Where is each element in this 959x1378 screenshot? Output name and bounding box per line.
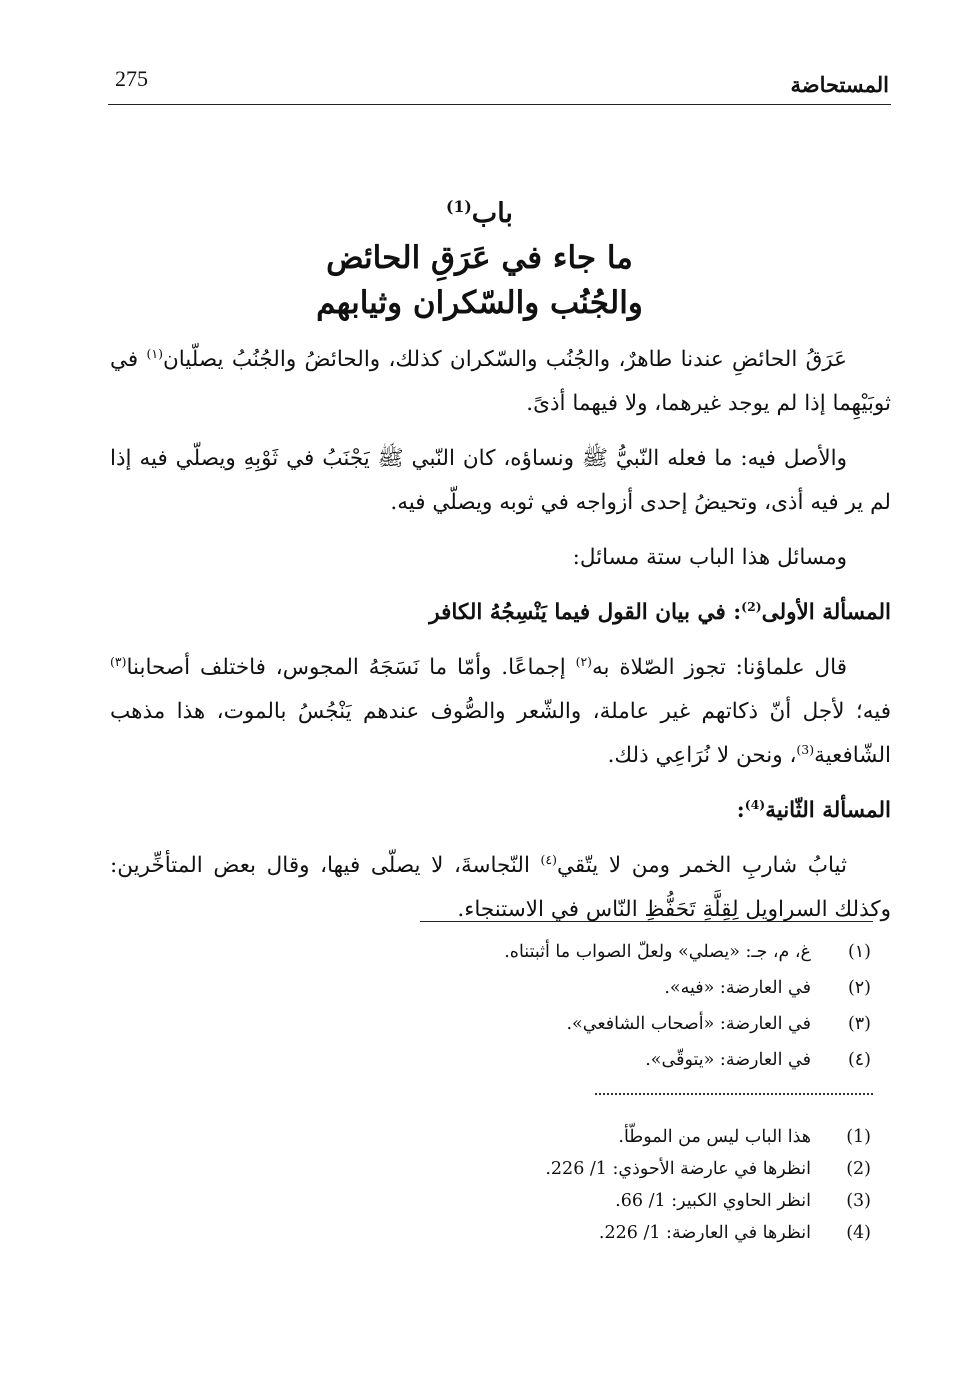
footnote-text: في العارضة: «فيه». xyxy=(664,978,811,998)
note-ref: (٢) xyxy=(575,653,593,669)
paragraph-5 xyxy=(110,844,891,932)
editor-note-item xyxy=(545,1153,871,1185)
note-ref: (٣) xyxy=(110,653,127,669)
chapter-title-line-1: ما جاء في عَرَقِ الحائض xyxy=(326,240,633,276)
chapter-label xyxy=(100,198,859,229)
paragraph-4-text-a: قال علماؤنا: تجوز الصّلاة به xyxy=(592,655,847,680)
chapter-note-ref: (1) xyxy=(446,197,472,216)
footnote-text: غ، م، جـ: «يصلي» ولعلّ الصواب ما أثبتناه. xyxy=(504,942,811,962)
editor-note-number: (4) xyxy=(846,1223,871,1243)
dotted-separator xyxy=(595,1093,873,1095)
paragraph-2 xyxy=(110,437,891,525)
paragraph-1-text-a: عَرَقُ الحائضِ عندنا طاهرٌ، والجُنُب والسّكران كذلك، والحائضُ والجُنُبُ يصلّيان xyxy=(162,347,847,372)
main-text xyxy=(110,338,891,943)
running-header-title: المستحاضة xyxy=(790,72,889,97)
issue-2-rest: : xyxy=(736,798,745,823)
editor-note-item xyxy=(545,1185,871,1217)
editor-note-number: (1) xyxy=(846,1127,871,1147)
issue-heading-1 xyxy=(110,591,891,635)
editor-note-text: انظرها في العارضة: 1/ 226. xyxy=(598,1223,811,1243)
footnote-item xyxy=(504,970,871,1006)
issue-2-note-ref: (4) xyxy=(744,796,766,812)
manuscript-footnotes xyxy=(504,934,871,1078)
issue-1-rest: : في بيان القول فيما يَنْسِجُهُ الكافر xyxy=(429,600,742,625)
footnote-number: (٣) xyxy=(847,1014,871,1034)
paragraph-5-text-a: ثيابُ شاربِ الخمر ومن لا يتّقي xyxy=(557,853,847,878)
paragraph-1-text-b: في ثوبَيْهِما إذا لم يوجد غيرهما، ولا فيهما أذىً. xyxy=(110,347,891,416)
editor-note-text: انظرها في عارضة الأحوذي: 1/ 226. xyxy=(545,1159,811,1179)
note-ref: (3) xyxy=(796,741,815,757)
page-number: 275 xyxy=(115,66,148,91)
editor-note-item xyxy=(545,1121,871,1153)
editor-note-text: هذا الباب ليس من الموطّأ. xyxy=(618,1127,811,1147)
paragraph-4 xyxy=(110,646,891,778)
header-rule xyxy=(108,104,891,105)
editor-note-number: (2) xyxy=(846,1159,871,1179)
footnote-number: (١) xyxy=(847,942,871,962)
paragraph-4-text-d: ، ونحن لا نُرَاعِي ذلك. xyxy=(607,743,797,768)
footnote-item xyxy=(504,1042,871,1078)
footnote-item xyxy=(504,1006,871,1042)
paragraph-2-text: والأصل فيه: ما فعله النّبيُّ ﷺ ونساؤه، كان النّبي ﷺ يَجْنَبُ في ثَوْبِهِ ويصلّي فيه إذا لم ير فيه أذى، وتحيضُ إحدى أزواجه في ثوبه ويصلّي فيه. xyxy=(110,446,891,515)
paragraph-4-text-b: إجماعًا. وأمّا ما نَسَجَهُ المجوس، فاختلف أصحابنا xyxy=(126,655,576,680)
issue-1-note-ref: (2) xyxy=(741,598,762,614)
footnote-text: في العارضة: «يتوقّى». xyxy=(645,1050,811,1070)
footnote-rule xyxy=(420,921,873,922)
paragraph-3 xyxy=(110,536,891,580)
note-ref: (٤) xyxy=(540,851,557,867)
chapter-title-line-2: والجُنُب والسّكران وثيابهم xyxy=(316,285,643,321)
note-ref: (١) xyxy=(146,345,163,361)
chapter-word: باب xyxy=(471,198,513,229)
footnote-number: (٤) xyxy=(847,1050,871,1070)
footnote-number: (٢) xyxy=(847,978,871,998)
editor-note-number: (3) xyxy=(846,1191,871,1211)
issue-1-title: المسألة الأولى xyxy=(761,600,891,625)
paragraph-3-text: ومسائل هذا الباب ستة مسائل: xyxy=(572,545,847,570)
footnote-item xyxy=(504,934,871,970)
paragraph-4-text-c: فيه؛ لأجل أنّ ذكاتهم غير عاملة، والشّعر والصُّوف عندهم يَنْجُسُ بالموت، هذا مذهب الشّافعية xyxy=(110,699,891,768)
paragraph-5-text-b: النّجاسةَ، لا يصلّى فيها، وقال بعض المتأخِّرين: وكذلك السراويل لِقِلَّةِ تَحَفُّظِ النّاس في الاستنجاء. xyxy=(110,853,891,922)
editor-note-text: انظر الحاوي الكبير: 1/ 66. xyxy=(615,1191,811,1211)
issue-heading-2 xyxy=(110,789,891,833)
editor-footnotes xyxy=(545,1121,871,1249)
paragraph-1 xyxy=(110,338,891,426)
footnote-text: في العارضة: «أصحاب الشافعي». xyxy=(566,1014,811,1034)
editor-note-item xyxy=(545,1217,871,1249)
issue-2-title: المسألة الثّانية xyxy=(765,798,891,823)
